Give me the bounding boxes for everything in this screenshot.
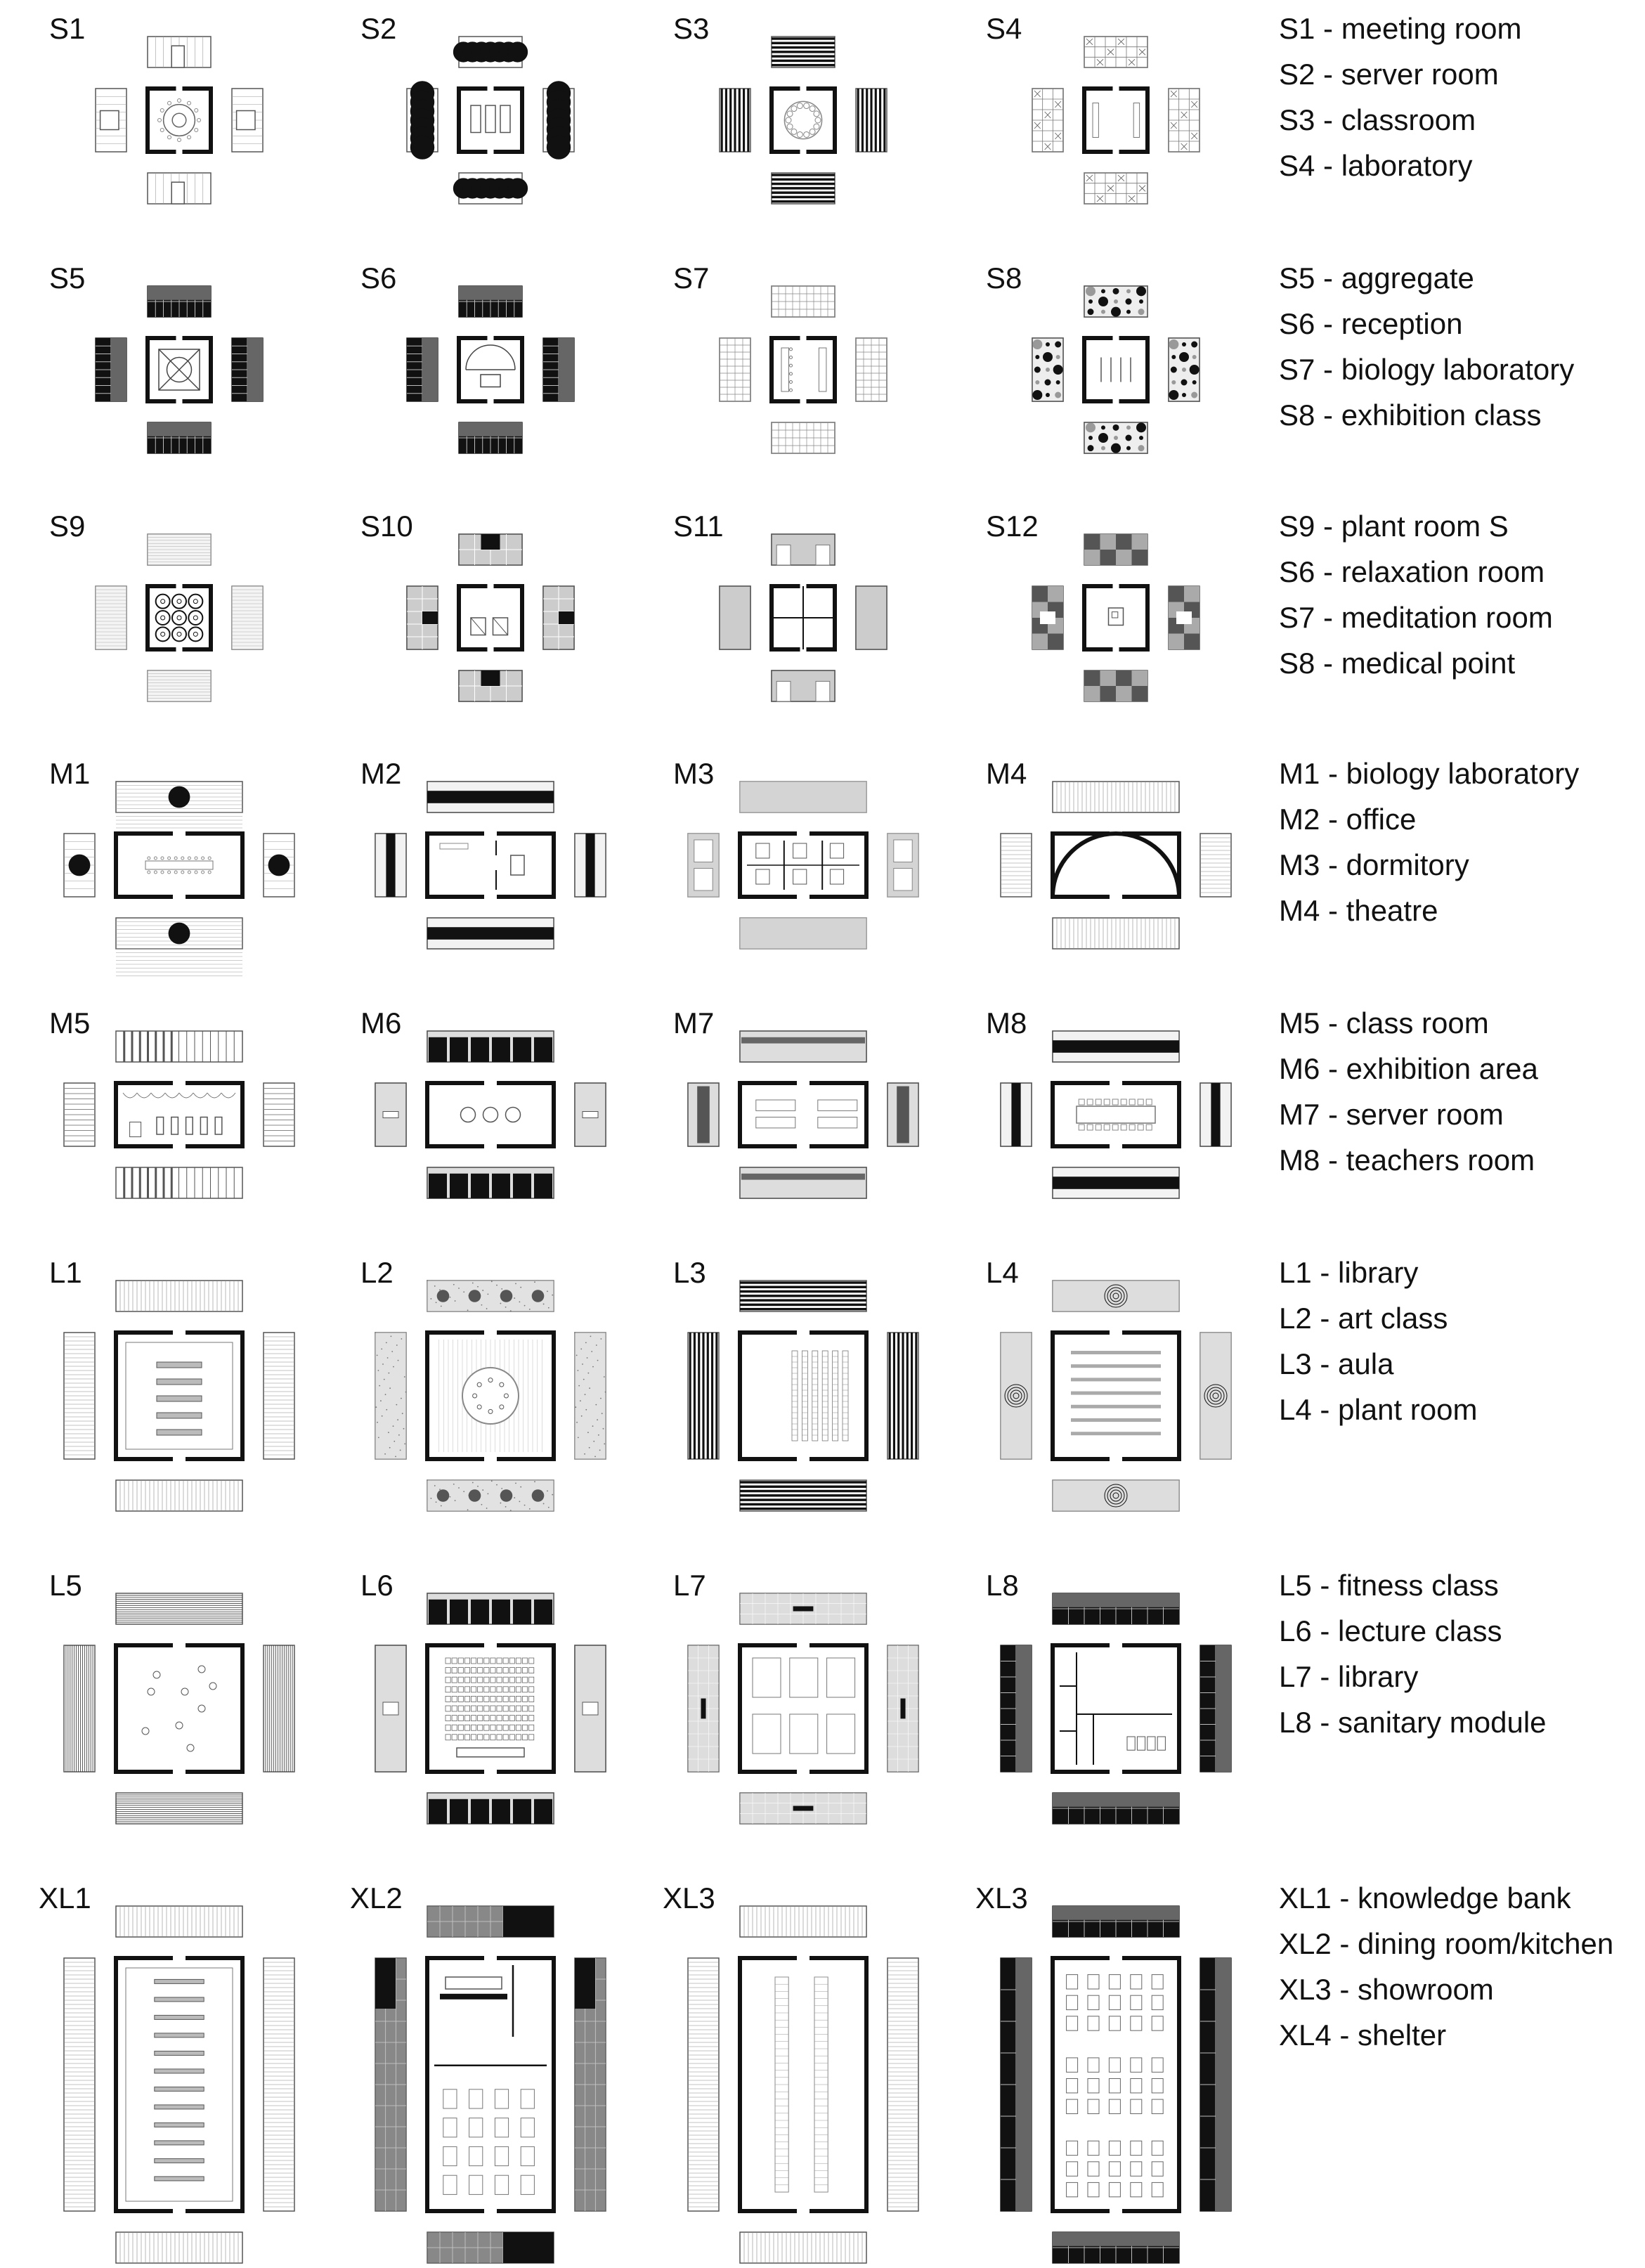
legend-entry: M2 - office [1279,803,1417,836]
module-m2-1 [375,782,606,949]
module-l4-3 [1001,1281,1231,1511]
module-code-label: S12 [986,510,1039,543]
legend-entry: S8 - medical point [1279,647,1516,680]
legend-entry: S7 - meditation room [1279,601,1553,634]
module-s11-2 [720,534,887,701]
module-code-label: M7 [673,1006,715,1039]
legend-entry: XL3 - showroom [1279,1973,1494,2006]
module-l6-1 [375,1593,606,1824]
module-code-label: L8 [986,1569,1019,1602]
module-code-label: L2 [360,1256,394,1289]
module-s6-1 [407,286,574,453]
module-m6-1 [375,1031,606,1198]
module-l3-2 [688,1281,918,1511]
module-code-label: M2 [360,757,402,790]
module-s5-0 [96,286,263,453]
legend-entry: S3 - classroom [1279,103,1476,136]
legend-entry: L5 - fitness class [1279,1569,1499,1602]
legend-entry: S1 - meeting room [1279,12,1522,45]
legend-entry: M3 - dormitory [1279,848,1469,881]
legend-entry: S9 - plant room S [1279,510,1509,543]
legend-entry: S5 - aggregate [1279,261,1474,294]
module-code-label: S7 [673,261,710,294]
module-xl3-2 [688,1906,918,2263]
module-code-label: XL3 [663,1881,715,1914]
legend-entry: L1 - library [1279,1256,1419,1289]
module-code-label: XL3 [975,1881,1028,1914]
module-code-label: L1 [49,1256,82,1289]
legend-entry: XL4 - shelter [1279,2018,1447,2052]
module-l1-0 [64,1281,294,1511]
legend-entry: M1 - biology laboratory [1279,757,1580,790]
module-l8-3 [1001,1593,1231,1824]
legend-entry: L4 - plant room [1279,1393,1478,1426]
module-s4-3 [1032,37,1199,204]
module-code-label: M3 [673,757,715,790]
module-s3-2 [720,37,887,204]
module-s7-2 [720,286,887,453]
module-code-label: S5 [49,261,86,294]
legend-entry: L8 - sanitary module [1279,1706,1547,1739]
module-code-label: XL2 [350,1881,403,1914]
module-code-label: L3 [673,1256,706,1289]
legend-entry: S7 - biology laboratory [1279,353,1575,386]
module-l2-1 [375,1280,606,1511]
elevation-right [264,1645,294,1772]
module-s8-3 [1032,286,1199,453]
legend-entry: S2 - server room [1279,58,1499,91]
legend-entry: L7 - library [1279,1660,1419,1693]
elevation-right [1200,834,1231,897]
module-code-label: L7 [673,1569,706,1602]
module-code-label: M4 [986,757,1027,790]
legend-entry: S6 - relaxation room [1279,555,1545,588]
legend-entry: L3 - aula [1279,1347,1394,1380]
module-l5-0 [64,1593,294,1824]
module-s1-0 [96,37,263,204]
module-s12-3 [1032,534,1199,701]
module-m1-0 [64,782,294,976]
module-code-label: M5 [49,1006,91,1039]
legend-entry: M7 - server room [1279,1098,1504,1131]
legend-entry: M8 - teachers room [1279,1143,1535,1177]
module-code-label: M8 [986,1006,1027,1039]
module-code-label: S8 [986,261,1022,294]
legend-entry: M4 - theatre [1279,894,1438,927]
legend-entry: S4 - laboratory [1279,149,1473,182]
module-code-label: S6 [360,261,397,294]
elevation-left [1001,834,1032,897]
module-code-label: S10 [360,510,413,543]
elevation-bottom [116,1793,242,1824]
module-m7-2 [688,1031,918,1198]
legend-entry: L6 - lecture class [1279,1614,1502,1647]
module-m8-3 [1001,1031,1231,1198]
legend-entry: M6 - exhibition area [1279,1052,1538,1085]
module-xl1-0 [64,1906,294,2263]
module-code-label: S1 [49,12,86,45]
module-xl3-3 [1001,1906,1231,2263]
module-s10-1 [407,534,574,701]
legend-entry: S6 - reception [1279,307,1463,340]
module-code-label: L5 [49,1569,82,1602]
legend-entry: XL1 - knowledge bank [1279,1881,1571,1914]
module-code-label: L6 [360,1569,394,1602]
module-l7-2 [688,1593,918,1824]
module-code-label: S11 [673,510,724,543]
module-code-label: S3 [673,12,710,45]
legend-entry: M5 - class room [1279,1006,1489,1039]
module-code-label: M6 [360,1006,402,1039]
module-code-label: S2 [360,12,397,45]
module-m5-0 [64,1031,294,1198]
module-code-label: XL1 [39,1881,91,1914]
module-s2-1 [407,37,574,204]
module-code-label: S4 [986,12,1022,45]
module-code-label: M1 [49,757,91,790]
module-m4-3 [1001,782,1231,949]
legend-entry: XL2 - dining room/kitchen [1279,1927,1614,1960]
module-xl2-1 [375,1906,606,2263]
legend-entry: S8 - exhibition class [1279,398,1542,432]
module-m3-2 [688,782,918,949]
elevation-left [64,1645,95,1772]
elevation-top [116,1593,242,1624]
legend-entry: L2 - art class [1279,1302,1448,1335]
module-s9-0 [96,534,263,701]
module-code-label: L4 [986,1256,1019,1289]
module-code-label: S9 [49,510,86,543]
